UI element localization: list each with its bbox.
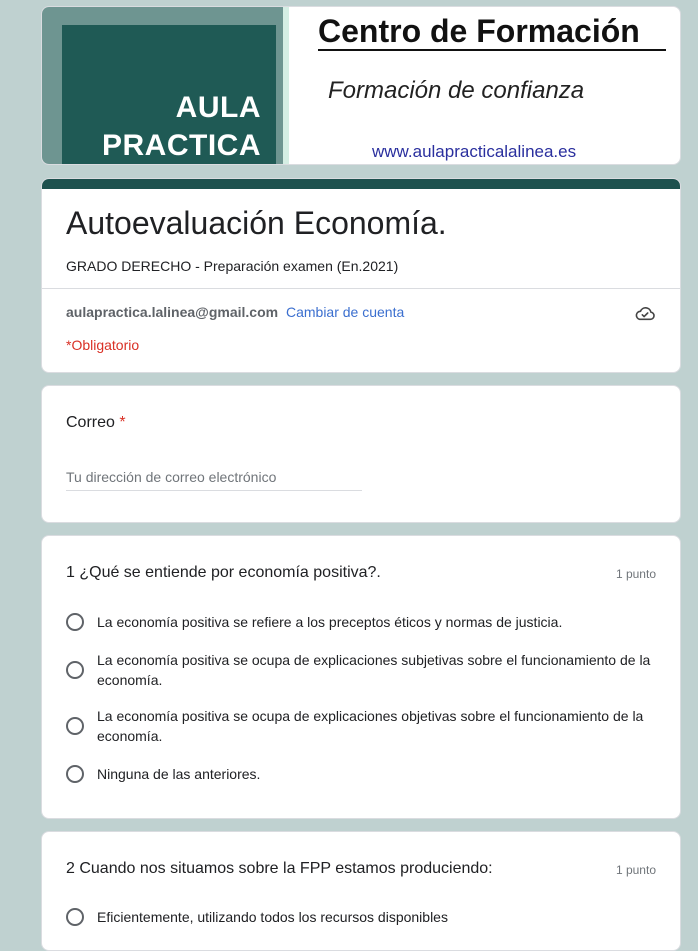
logo-text-aula: AULA xyxy=(175,91,261,124)
banner-divider xyxy=(283,7,289,165)
option-label: Ninguna de las anteriores. xyxy=(97,766,261,782)
radio-option[interactable] xyxy=(66,764,656,784)
account-info xyxy=(66,304,404,320)
radio-option[interactable] xyxy=(66,650,656,690)
radio-button[interactable] xyxy=(66,765,84,783)
question-title: 1 ¿Qué se entiende por economía positiva?. xyxy=(66,564,381,581)
radio-button[interactable] xyxy=(66,908,84,926)
question-points: 1 punto xyxy=(615,567,656,581)
header-banner-image xyxy=(41,6,681,165)
option-label: La economía positiva se refiere a los preceptos éticos y normas de justicia. xyxy=(97,614,563,630)
question-card-1 xyxy=(41,535,681,819)
banner-url: www.aulapracticalalinea.es xyxy=(372,142,577,161)
form-header-card xyxy=(41,178,681,373)
form-description: GRADO DERECHO - Preparación examen (En.2021) xyxy=(66,258,399,274)
required-note: *Obligatorio xyxy=(66,337,140,353)
radio-option[interactable] xyxy=(66,612,656,632)
question-title: 2 Cuando nos situamos sobre la FPP estamos produciendo: xyxy=(66,860,493,877)
option-label: La economía positiva se ocupa de explicaciones objetivas sobre el funcionamiento de la economía. xyxy=(97,708,644,744)
banner-title-underline xyxy=(318,49,666,51)
radio-button[interactable] xyxy=(66,661,84,679)
email-field[interactable] xyxy=(66,464,362,491)
radio-option[interactable] xyxy=(66,706,656,746)
logo-text-practica: PRACTICA xyxy=(102,129,261,162)
banner-subtitle: Formación de confianza xyxy=(328,77,585,104)
option-label: La economía positiva se ocupa de explicaciones subjetivas sobre el funcionamiento de la economía. xyxy=(97,652,651,688)
radio-button[interactable] xyxy=(66,717,84,735)
radio-option[interactable] xyxy=(66,907,656,927)
header-accent-bar xyxy=(42,179,680,189)
option-label: Eficientemente, utilizando todos los recursos disponibles xyxy=(97,909,448,925)
banner-logo xyxy=(42,7,283,165)
divider xyxy=(42,288,680,289)
required-asterisk: * xyxy=(119,414,126,431)
cloud-saved-icon xyxy=(634,304,656,322)
question-card-2 xyxy=(41,831,681,951)
page-title: Autoevaluación Economía. xyxy=(66,205,447,241)
email-label-text: Correo xyxy=(66,414,115,431)
email-question-label xyxy=(66,414,126,432)
banner-title: Centro de Formación xyxy=(318,13,640,49)
question-points: 1 punto xyxy=(615,863,656,877)
account-email: aulapractica.lalinea@gmail.com xyxy=(66,304,279,320)
email-question-card xyxy=(41,385,681,523)
switch-account-link[interactable]: Cambiar de cuenta xyxy=(285,304,405,320)
radio-button[interactable] xyxy=(66,613,84,631)
